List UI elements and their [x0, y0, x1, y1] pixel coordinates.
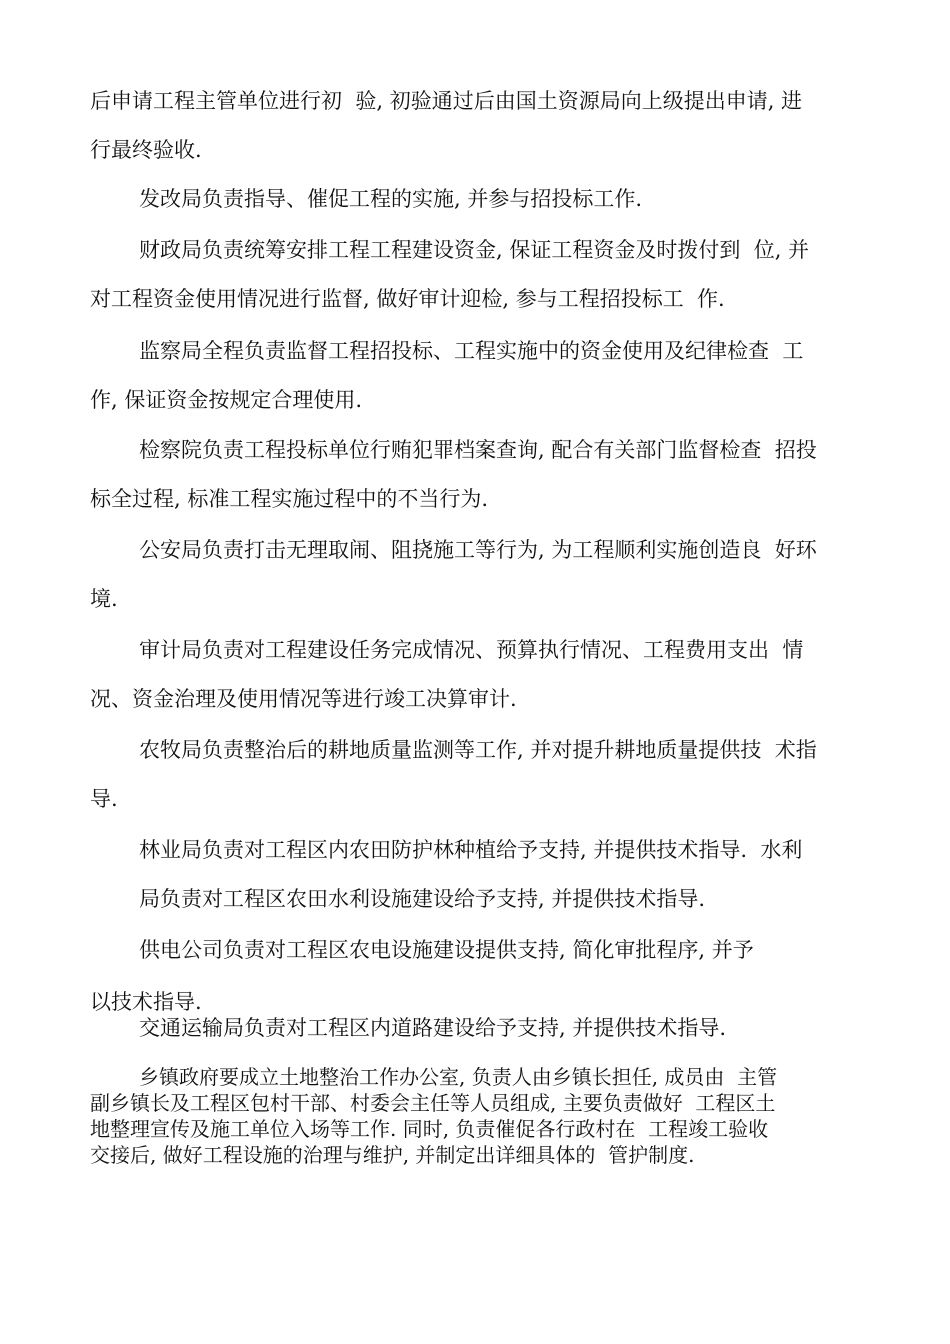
text-line: 后申请工程主管单位进行初 验, 初验通过后由国土资源局向上级提出申请, 进: [90, 89, 803, 113]
text-line: 副乡镇长及工程区包村干部、村委会主任等人员组成, 主要负责做好 工程区土: [90, 1091, 776, 1115]
text-line: 审计局负责对工程建设任务完成情况、预算执行情况、工程费用支出 情: [139, 638, 804, 662]
text-line: 乡镇政府要成立土地整治工作办公室, 负责人由乡镇长担任, 成员由 主管: [139, 1065, 778, 1089]
text-line: 行最终验收.: [90, 138, 202, 162]
text-line: 交接后, 做好工程设施的治理与维护, 并制定出详细具体的 管护制度.: [90, 1143, 695, 1167]
text-line: 导.: [90, 787, 118, 811]
text-line: 监察局全程负责监督工程招投标、工程实施中的资金使用及纪律检查 工: [139, 339, 804, 363]
text-line: 况、资金治理及使用情况等进行竣工决算审计.: [90, 687, 517, 711]
text-line: 农牧局负责整治后的耕地质量监测等工作, 并对提升耕地质量提供技 术指: [139, 738, 817, 762]
text-line: 局负责对工程区农田水利设施建设给予支持, 并提供技术指导.: [139, 887, 706, 911]
text-line: 标全过程, 标准工程实施过程中的不当行为.: [90, 487, 489, 511]
text-line: 对工程资金使用情况进行监督, 做好审计迎检, 参与工程招投标工 作.: [90, 287, 725, 311]
text-line: 检察院负责工程投标单位行贿犯罪档案查询, 配合有关部门监督检查 招投: [139, 438, 817, 462]
text-line: 供电公司负责对工程区农电设施建设提供支持, 简化审批程序, 并予: [139, 938, 754, 962]
text-line: 交通运输局负责对工程区内道路建设给予支持, 并提供技术指导.: [139, 1016, 727, 1040]
text-line: 地整理宣传及施工单位入场等工作. 同时, 负责催促各行政村在 工程竣工验收: [90, 1117, 769, 1141]
text-line: 作, 保证资金按规定合理使用.: [90, 388, 363, 412]
text-line: 以技术指导.: [90, 990, 202, 1014]
text-line: 财政局负责统筹安排工程工程建设资金, 保证工程资金及时拨付到 位, 并: [139, 238, 810, 262]
text-line: 境.: [90, 587, 118, 611]
text-line: 林业局负责对工程区内农田防护林种植给予支持, 并提供技术指导. 水利: [139, 838, 803, 862]
text-line: 发改局负责指导、催促工程的实施, 并参与招投标工作.: [139, 187, 643, 211]
text-line: 公安局负责打击无理取闹、阻挠施工等行为, 为工程顺利实施创造良 好环: [139, 538, 817, 562]
